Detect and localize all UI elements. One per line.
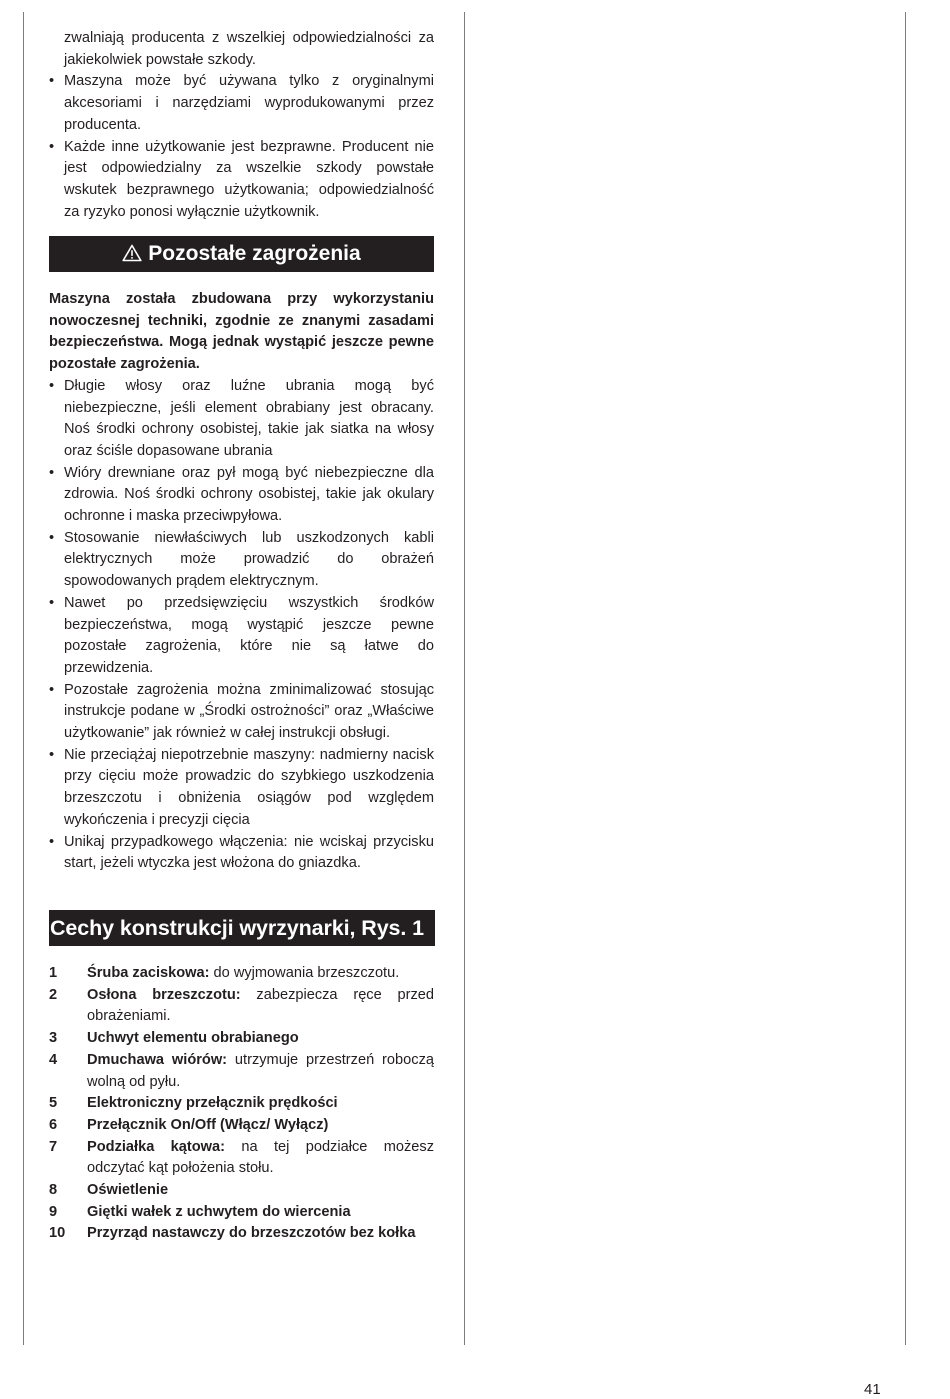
feature-description: zabezpiecza ręce przed obrażeniami. [87, 986, 435, 1025]
list-item: • Nawet po przedsięwzięciu wszystkich środków bezpieczeństwa, mogą wystąpić jeszcze pewne pozostałe zagrożenia, które nie są łatwe do przewidzenia. [49, 594, 434, 676]
left-margin-rule [23, 12, 24, 1345]
feature-label: Przełącznik On/Off (Włącz/ Wyłącz) [87, 1116, 329, 1133]
feature-number: 3 [49, 1030, 58, 1047]
feature-number: 8 [49, 1182, 58, 1199]
feature-item [49, 985, 434, 1028]
feature-item [49, 963, 434, 985]
feature-label: Podziałka kątowa: [87, 1138, 226, 1155]
list-item: • Maszyna może być używana tylko z oryginalnymi akcesoriami i narzędziami wyprodukowanymi przez producenta. [49, 73, 434, 133]
list-item-text: Wióry drewniane oraz pył mogą być niebezpieczne dla zdrowia. Noś środki ochrony osobistej, takie jak okulary ochronne i maska przeciwpyłowa. [64, 464, 434, 525]
list-item: • Każde inne użytkowanie jest bezprawne. Producent nie jest odpowiedzialny za wszelkie szkody powstałe wskutek bezprawnego użytkowania; odpowiedzialność za ryzyko ponosi wyłącznie użytkownik. [49, 138, 434, 220]
feature-label: Elektroniczny przełącznik prędkości [87, 1095, 338, 1112]
residual-risks-section [49, 289, 434, 875]
feature-item [49, 1050, 434, 1093]
features-heading-text: Cechy konstrukcji wyrzynarki, Rys. 1 [50, 916, 425, 940]
list-item-text: Unikaj przypadkowego włączenia: nie wciskaj przycisku start, jeżeli wtyczka jest włożona do gniazdka. [64, 833, 434, 872]
list-item-text: Każde inne użytkowanie jest bezprawne. Producent nie jest odpowiedzialny za wszelkie szkody powstałe wskutek bezprawnego użytkowania; odpowiedzialność za ryzyko ponosi wyłącznie użytkownik. [64, 138, 434, 220]
list-item: • Nie przeciążaj niepotrzebnie maszyny: nadmierny nacisk przy cięciu może prowadzic do szybkiego uszkodzenia brzeszczotu i obniżenia osiągów pod względem wykończenia i precyzji cięcia [49, 746, 434, 828]
list-item: • Unikaj przypadkowego włączenia: nie wciskaj przycisku start, jeżeli wtyczka jest włożona do gniazdka. [49, 833, 434, 872]
feature-label: Oświetlenie [87, 1182, 169, 1199]
feature-number: 5 [49, 1095, 58, 1112]
center-column-rule [464, 12, 465, 1345]
residual-risks-heading-text: Pozostałe zagrożenia [148, 242, 361, 265]
feature-item [49, 1202, 434, 1224]
feature-label: Uchwyt elementu obrabianego [87, 1030, 299, 1047]
list-item: • Stosowanie niewłaściwych lub uszkodzonych kabli elektrycznych może prowadzić do obrażeń spowodowanych prądem elektrycznym. [49, 529, 434, 590]
continuation-text: zwalniają producenta z wszelkiej odpowiedzialności za jakiekolwiek powstałe szkody. [64, 30, 434, 68]
page-number: 41 [864, 1381, 881, 1398]
feature-number: 1 [49, 965, 58, 981]
residual-risks-intro: Maszyna została zbudowana przy wykorzystaniu nowoczesnej techniki, zgodnie ze znanymi zasadami bezpieczeństwa. Mogą jednak wystąpić jeszcze pewne pozostałe zagrożenia. [49, 291, 434, 373]
feature-description: na tej podziałce możesz odczytać kąt położenia stołu. [87, 1138, 434, 1177]
feature-item [49, 1028, 434, 1050]
feature-description: utrzymuje przestrzeń roboczą wolną od pyłu. [87, 1051, 434, 1090]
feature-number: 6 [49, 1116, 58, 1133]
list-item-text: Nawet po przedsięwzięciu wszystkich środków bezpieczeństwa, mogą wystąpić jeszcze pewne pozostałe zagrożenia, które nie są łatwe do przewidzenia. [64, 594, 434, 676]
feature-number: 9 [49, 1203, 58, 1220]
residual-risks-heading [49, 236, 434, 272]
list-item-text: Nie przeciążaj niepotrzebnie maszyny: nadmierny nacisk przy cięciu może prowadzic do szybkiego uszkodzenia brzeszczotu i obniżenia osiągów pod względem wykończenia i precyzji cięcia [64, 746, 434, 828]
feature-number: 10 [49, 1225, 66, 1242]
list-item-text: Maszyna może być używana tylko z oryginalnymi akcesoriami i narzędziami wyprodukowanymi przez producenta. [64, 73, 434, 133]
feature-label: Dmuchawa wiórów: [87, 1051, 228, 1068]
feature-item [49, 1093, 434, 1115]
feature-item [49, 1115, 434, 1137]
list-item-text: Stosowanie niewłaściwych lub uszkodzonych kabli elektrycznych może prowadzić do obrażeń spowodowanych prądem elektrycznym. [64, 529, 434, 590]
features-heading [49, 910, 435, 946]
feature-number: 2 [49, 986, 58, 1003]
feature-label: Śruba zaciskowa: [87, 965, 210, 981]
list-item: • Długie włosy oraz luźne ubrania mogą być niebezpieczne, jeśli element obrabiany jest obracany. Noś środki ochrony osobistej, takie jak siatka na włosy oraz ściśle dopasowane ubrania [49, 377, 434, 459]
feature-item [49, 1137, 434, 1180]
feature-item [49, 1180, 434, 1202]
feature-label: Giętki wałek z uchwytem do wiercenia [87, 1203, 351, 1220]
list-item-text: Długie włosy oraz luźne ubrania mogą być niebezpieczne, jeśli element obrabiany jest obracany. Noś środki ochrony osobistej, takie jak siatka na włosy oraz ściśle dopasowane ubrania [64, 377, 434, 459]
right-margin-rule [905, 12, 906, 1345]
continuation-block [49, 28, 434, 223]
warning-triangle-icon [122, 244, 142, 262]
list-item: • Wióry drewniane oraz pył mogą być niebezpieczne dla zdrowia. Noś środki ochrony osobistej, takie jak okulary ochronne i maska przeciwpyłowa. [49, 464, 434, 525]
list-item: • Pozostałe zagrożenia można zminimalizować stosując instrukcje podane w „Środki ostrożności” oraz „Właściwe użytkowanie” jak również w całej instrukcji obsługi. [49, 681, 434, 742]
list-item-text: Pozostałe zagrożenia można zminimalizować stosując instrukcje podane w „Środki ostrożności” oraz „Właściwe użytkowanie” jak również w całej instrukcji obsługi. [64, 681, 434, 742]
feature-label: Przyrząd nastawczy do brzeszczotów bez kołka [87, 1225, 416, 1242]
feature-number: 4 [49, 1051, 58, 1068]
feature-number: 7 [49, 1138, 58, 1155]
feature-description: do wyjmowania brzeszczotu. [209, 965, 400, 981]
feature-label: Osłona brzeszczotu: [87, 986, 241, 1003]
features-list [49, 963, 434, 1245]
feature-item [49, 1223, 434, 1245]
